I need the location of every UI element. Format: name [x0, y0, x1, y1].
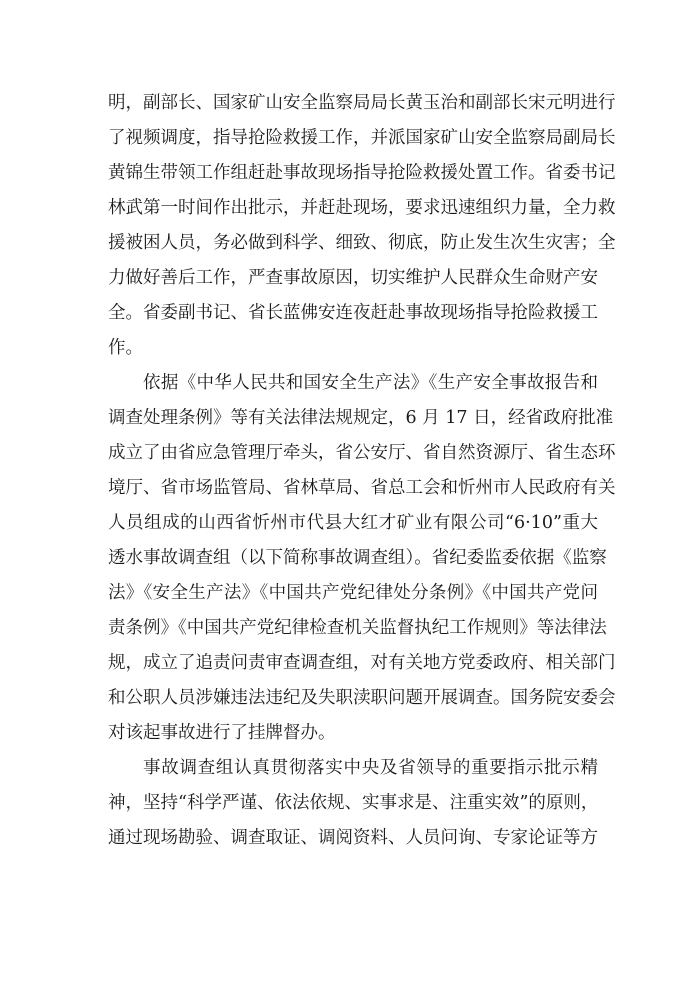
- text-line: 全。省委副书记、省长蓝佛安连夜赶赴事故现场指导抢险救援工: [108, 303, 598, 323]
- text-line: 法》《安全生产法》《中国共产党纪律处分条例》《中国共产党问: [108, 583, 598, 603]
- text-line: 和公职人员涉嫌违法违纪及失职渎职问题开展调查。国务院安委会: [108, 688, 616, 708]
- text-line: 透水事故调查组（以下简称事故调查组）。省纪委监委依据《监察: [108, 548, 607, 568]
- text-line: 成立了由省应急管理厅牵头，省公安厅、省自然资源厅、省生态环: [108, 443, 616, 463]
- text-line: 规，成立了追责问责审查调查组，对有关地方党委政府、相关部门: [108, 653, 616, 673]
- paragraph-2: [108, 366, 616, 751]
- text-line: 人员组成的山西省忻州市代县大红才矿业有限公司“6·10”重大: [108, 513, 598, 533]
- text-line: 对该起事故进行了挂牌督办。: [108, 723, 336, 743]
- text-line: 黄锦生带领工作组赶赴事故现场指导抢险救援处置工作。省委书记: [108, 163, 616, 183]
- text-line: 调查处理条例》等有关法律法规规定，6 月 17 日，经省政府批准: [108, 408, 614, 428]
- text-line: 力做好善后工作，严查事故原因，切实维护人民群众生命财产安: [108, 268, 598, 288]
- paragraph-1: [108, 86, 616, 366]
- text-line: 通过现场勘验、调查取证、调阅资料、人员问询、专家论证等方: [108, 828, 598, 848]
- text-line: 境厅、省市场监管局、省林草局、省总工会和忻州市人民政府有关: [108, 478, 616, 498]
- text-line: 神，坚持“科学严谨、依法依规、实事求是、注重实效”的原则，: [108, 793, 599, 813]
- paragraph-3: [108, 751, 598, 856]
- text-line: 依据《中华人民共和国安全生产法》《生产安全事故报告和: [143, 373, 598, 393]
- text-line: 责条例》《中国共产党纪律检查机关监督执纪工作规则》等法律法: [108, 618, 607, 638]
- text-line: 事故调查组认真贯彻落实中央及省领导的重要指示批示精: [143, 758, 598, 778]
- text-line: 林武第一时间作出批示，并赶赴现场，要求迅速组织力量，全力救: [108, 198, 616, 218]
- text-line: 了视频调度，指导抢险救援工作，并派国家矿山安全监察局副局长: [108, 128, 616, 148]
- text-line: 援被困人员，务必做到科学、细致、彻底，防止发生次生灾害；全: [108, 233, 616, 253]
- text-line: 作。: [108, 338, 143, 358]
- text-line: 明，副部长、国家矿山安全监察局局长黄玉治和副部长宋元明进行: [108, 93, 616, 113]
- document-body: [108, 86, 616, 856]
